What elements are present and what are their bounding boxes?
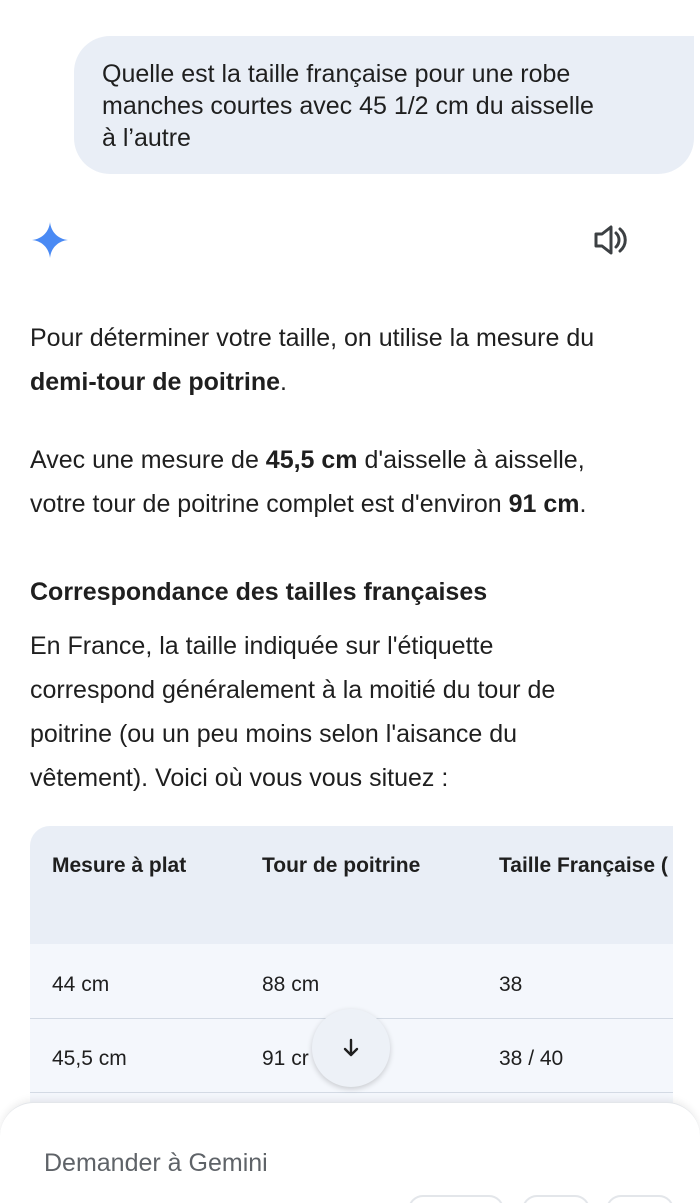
user-message-line-1: Quelle est la taille française pour une robe <box>102 60 571 88</box>
section-heading: Correspondance des tailles françaises <box>30 578 488 606</box>
response-p2-b: d'aisselle à aisselle, <box>357 446 585 474</box>
response-p1-bold: demi-tour de poitrine <box>30 368 280 396</box>
arrow-down-icon <box>340 1037 362 1059</box>
response-p2-end: . <box>579 490 587 518</box>
response-p2-bold-2: 91 cm <box>508 490 580 518</box>
response-paragraph-2 <box>30 438 680 526</box>
composer-control-outline[interactable] <box>408 1195 504 1203</box>
prompt-input[interactable]: Demander à Gemini <box>44 1149 268 1177</box>
response-p1-end: . <box>280 368 287 396</box>
table-row-divider <box>30 1092 673 1093</box>
table-cell: 44 cm <box>52 973 110 996</box>
user-message-line-2: manches courtes avec 45 1/2 cm du aisselle <box>102 92 594 120</box>
table-cell: 38 / 40 <box>499 1047 564 1070</box>
response-p2-a: Avec une mesure de <box>30 446 266 474</box>
speaker-icon[interactable] <box>590 220 632 260</box>
table-cell: 38 <box>499 973 523 996</box>
gemini-sparkle-icon <box>30 220 70 260</box>
table-header-cell: Mesure à plat <box>52 854 187 877</box>
response-paragraph-1 <box>30 316 680 404</box>
response-p3-line-1: En France, la taille indiquée sur l'étiquette <box>30 632 494 660</box>
response-p2-c: votre tour de poitrine complet est d'environ <box>30 490 509 518</box>
response-paragraph-3 <box>30 624 680 800</box>
table-cell: 45,5 cm <box>52 1047 127 1070</box>
composer-control-outline[interactable] <box>606 1195 674 1203</box>
prompt-composer[interactable] <box>0 1102 700 1203</box>
response-p3-line-4: vêtement). Voici où vous vous situez : <box>30 764 449 792</box>
response-p3-line-3: poitrine (ou un peu moins selon l'aisance du <box>30 720 518 748</box>
table-header-cell: Taille Française ( <box>499 854 668 877</box>
user-message-line-3: à l’autre <box>102 124 191 152</box>
user-message-bubble <box>74 36 694 174</box>
table-cell: 88 cm <box>262 973 320 996</box>
response-p1-text: Pour déterminer votre taille, on utilise la mesure du <box>30 324 595 352</box>
response-p3-line-2: correspond généralement à la moitié du tour de <box>30 676 556 704</box>
table-cell: 91 cr <box>262 1047 309 1070</box>
response-p2-bold-1: 45,5 cm <box>265 446 358 474</box>
scroll-down-button[interactable] <box>312 1009 390 1087</box>
table-header-cell: Tour de poitrine <box>262 854 421 877</box>
composer-control-outline[interactable] <box>522 1195 590 1203</box>
table-header-row <box>30 826 673 944</box>
